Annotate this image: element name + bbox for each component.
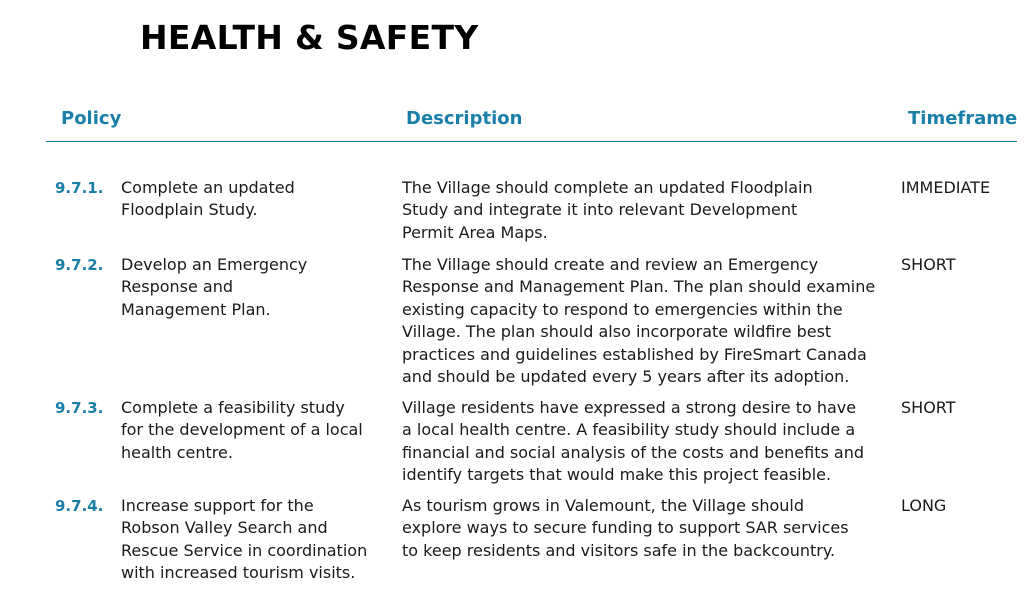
policy-number: 9.7.2. <box>55 256 104 274</box>
description-text-line: identify targets that would make this project feasible. <box>402 465 832 485</box>
policy-text-line: Complete a feasibility study <box>121 398 345 417</box>
description-text-line: Village. The plan should also incorporate wildfire best <box>402 322 832 342</box>
policy-text-line: Robson Valley Search and <box>121 518 328 538</box>
description-text-line: As tourism grows in Valemount, the Village should <box>402 496 805 515</box>
description-text-line: Village residents have expressed a strong desire to have <box>402 398 857 417</box>
policy-text-line: Floodplain Study. <box>121 200 258 220</box>
timeframe-value: SHORT <box>901 255 956 274</box>
policy-number: 9.7.4. <box>55 497 104 515</box>
policy-text-line: for the development of a local <box>121 420 363 440</box>
description-text-line: explore ways to secure funding to support SAR services <box>402 518 849 538</box>
policy-text <box>121 177 386 222</box>
description-text-line: to keep residents and visitors safe in the backcountry. <box>402 540 836 560</box>
policy-text-line: with increased tourism visits. <box>121 563 356 583</box>
description-text <box>402 495 892 562</box>
policy-text <box>121 495 386 585</box>
policy-number: 9.7.1. <box>55 179 104 197</box>
description-text <box>402 177 892 244</box>
header-divider <box>46 141 1017 142</box>
description-text-line: Response and Management Plan. The plan should examine <box>402 277 876 297</box>
timeframe-value: SHORT <box>901 398 956 417</box>
timeframe-value: IMMEDIATE <box>901 178 991 197</box>
description-text <box>402 254 892 388</box>
column-header-description: Description <box>406 108 523 129</box>
policy-text <box>121 397 386 464</box>
description-text-line: Study and integrate it into relevant Development <box>402 200 798 220</box>
description-text-line: and should be updated every 5 years after its adoption. <box>402 367 850 387</box>
policy-text-line: Complete an updated <box>121 178 295 197</box>
description-text-line: a local health centre. A feasibility study should include a <box>402 420 856 440</box>
policy-text-line: Rescue Service in coordination <box>121 540 368 560</box>
description-text-line: Permit Area Maps. <box>402 222 548 242</box>
description-text-line: financial and social analysis of the costs and benefits and <box>402 442 865 462</box>
page-title: HEALTH & SAFETY <box>140 18 479 57</box>
column-header-timeframe: Timeframe <box>908 108 1018 129</box>
policy-text-line: Management Plan. <box>121 299 271 319</box>
column-header-policy: Policy <box>61 108 122 129</box>
description-text-line: The Village should complete an updated Floodplain <box>402 178 813 197</box>
description-text <box>402 397 892 487</box>
policy-text-line: Develop an Emergency <box>121 255 308 274</box>
policy-text-line: Response and <box>121 277 234 297</box>
policy-text <box>121 254 386 321</box>
policy-number: 9.7.3. <box>55 399 104 417</box>
description-text-line: practices and guidelines established by FireSmart Canada <box>402 344 867 364</box>
description-text-line: existing capacity to respond to emergencies within the <box>402 299 843 319</box>
description-text-line: The Village should create and review an Emergency <box>402 255 819 274</box>
timeframe-value: LONG <box>901 496 947 515</box>
policy-text-line: Increase support for the <box>121 496 314 515</box>
policy-text-line: health centre. <box>121 442 233 462</box>
